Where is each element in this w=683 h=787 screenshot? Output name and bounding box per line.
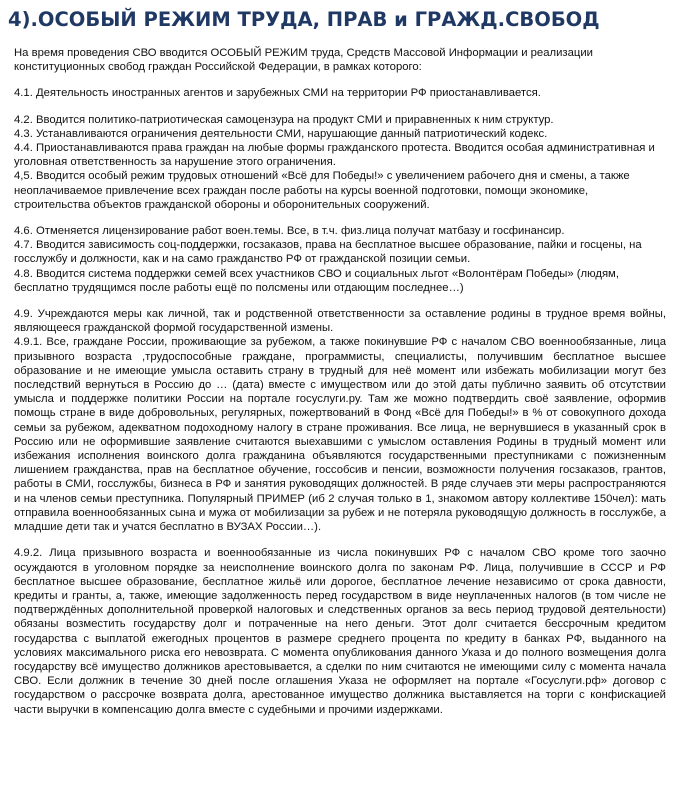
spacer xyxy=(14,295,666,307)
clause-4-5: 4,5. Вводится особый режим трудовых отношений «Всё для Победы!» с увеличением рабочего дня и смены, а также неоплачиваемое привлечение всех граждан после работы на курсы военной подготовки, помощи экономике, строительства объектов гражданской обороны и оборонительных сооружений. xyxy=(14,170,630,211)
clause-4-3: 4.3. Устанавливаются ограничения деятельности СМИ, нарушающие данный патриотический кодекс. xyxy=(14,127,548,140)
clause-4-9-1: 4.9.1. Все, граждане России, проживающие за рубежом, а также покинувшие РФ с началом СВО военнообязанные, лица призывного возраста ,трудоспособные граждане, программисты, специалисты, получившим бесплатное высшее образование и не имеющие умысла оставить страну в трудный для неё момент или избежать мобилизации могут без последствий вернуться в Россию до … (дата) вместе с имуществом или до этой даты публично заявить об отсутствии умысла и поддержке политики России на портале госуслуги.ру. Там же можно подтвердить своё заявление, оформив помощь стране в виде добровольных, регулярных, пожертвований в Фонд «Всё для Победы!» в % от совокупного дохода семьи за рубежом, адекватном подоходному налогу в стране проживания. Все лица, не вернувшиеся в указанный срок в Россию или не оформившие заявление считаются выехавшими с умыслом оставления Родины в трудный момент или избежания исполнения воинского долга гражданина объявляются государственными преступниками с пожизненным лишением гражданства, прав на бесплатное обучение, госсобсив и пенсии, возможности получения госзаказов, грантов, работы в СМИ, госслужбы, бизнеса в РФ и занятия руководящих должностей. В ряде случаев эти меры распространяются и на членов семьи преступника. Популярный ПРИМЕР (иб 2 случая только в 1, знакомом автору коллективе 150чел): мать отправила военнообязанных сына и мужа от мобилизации за рубеж и не потеряла руководящую должность в госслужбе, а младшие дети так и учатся бесплатно в ВУЗАХ России…). xyxy=(14,336,666,534)
clause-4-9: 4.9. Учреждаются меры как личной, так и родственной ответственности за оставление родины в трудное время войны, являющееся гражданской формой государственной измены. xyxy=(14,308,666,335)
spacer xyxy=(14,534,666,546)
document-title: 4).ОСОБЫЙ РЕЖИМ ТРУДА, ПРАВ и ГРАЖД.СВОБОД xyxy=(8,8,600,31)
intro-paragraph: На время проведения СВО вводится ОСОБЫЙ РЕЖИМ труда, Средств Массовой Информации и реализации конституционных свобод граждан Российской Федерации, в рамках которого: xyxy=(14,47,593,74)
clause-4-8: 4.8. Вводится система поддержки семей всех участников СВО и социальных льгот «Волонтёрам Победы» (людям, бесплатно трудящимся после работы ещё по полсмены или отдающим последнее…) xyxy=(14,267,619,294)
clause-4-6: 4.6. Отменяется лицензирование работ воен.темы. Все, в т.ч. физ.лица получат матбазу и госфинансир. xyxy=(14,225,565,238)
document-body xyxy=(14,46,666,717)
spacer xyxy=(14,101,666,113)
clause-4-9-2: 4.9.2. Лица призывного возраста и военнообязанные из числа покинувших РФ с началом СВО кроме того заочно осуждаются в уголовном порядке за неисполнение воинского долга по законам РФ. Лица, получившие в СССР и РФ бесплатное высшее образование, бесплатное жильё или дорогое, бесплатное лечение независимо от срока давности, кредиты и гранты, а, также, имеющие задолженность перед государством в виде неуплаченных налогов (в том числе не подтверждённых дополнительной проверкой налоговых и следственных органов за весь период трудовой деятельности) обязаны возместить государству долг и потраченные на него деньги. Этот долг считается бессрочным кредитом государства с выплатой ежегодных процентов в размере среднего процента по кредиту в банках РФ, выданного на условиях максимального риска его невозврата. С момента опубликования данного Указа и до полного возмещения долга государству всё имущество должников арестовывается, а сделки по ним считаются не имеющими силу с момента начала СВО. Если должник в течение 30 дней после оглашения Указа не оформляет на портале «Госуслуги.рф» договор с государством о рассрочке возврата долга, арестованное имущество должника выставляется на торги с конфискацией части выручки в компенсацию долга вместе с судебными и прочими издержками. xyxy=(14,547,666,716)
clause-4-2: 4.2. Вводится политико-патриотическая самоцензура на продукт СМИ и приравненных к ним структур. xyxy=(14,113,554,126)
spacer xyxy=(14,74,666,86)
clause-4-4: 4.4. Приостанавливаются права граждан на любые формы гражданского протеста. Вводится особая административная и уголовная ответственность за нарушение этого ограничения. xyxy=(14,142,655,169)
spacer xyxy=(14,212,666,224)
clause-4-7: 4.7. Вводится зависимость соц-поддержки, госзаказов, права на бесплатное высшее образование, пайки и госцены, на госслужбу и должности, как и на само гражданство РФ от гражданской позиции семьи. xyxy=(14,239,642,266)
clause-4-1: 4.1. Деятельность иностранных агентов и зарубежных СМИ на территории РФ приостанавливается. xyxy=(14,87,541,100)
